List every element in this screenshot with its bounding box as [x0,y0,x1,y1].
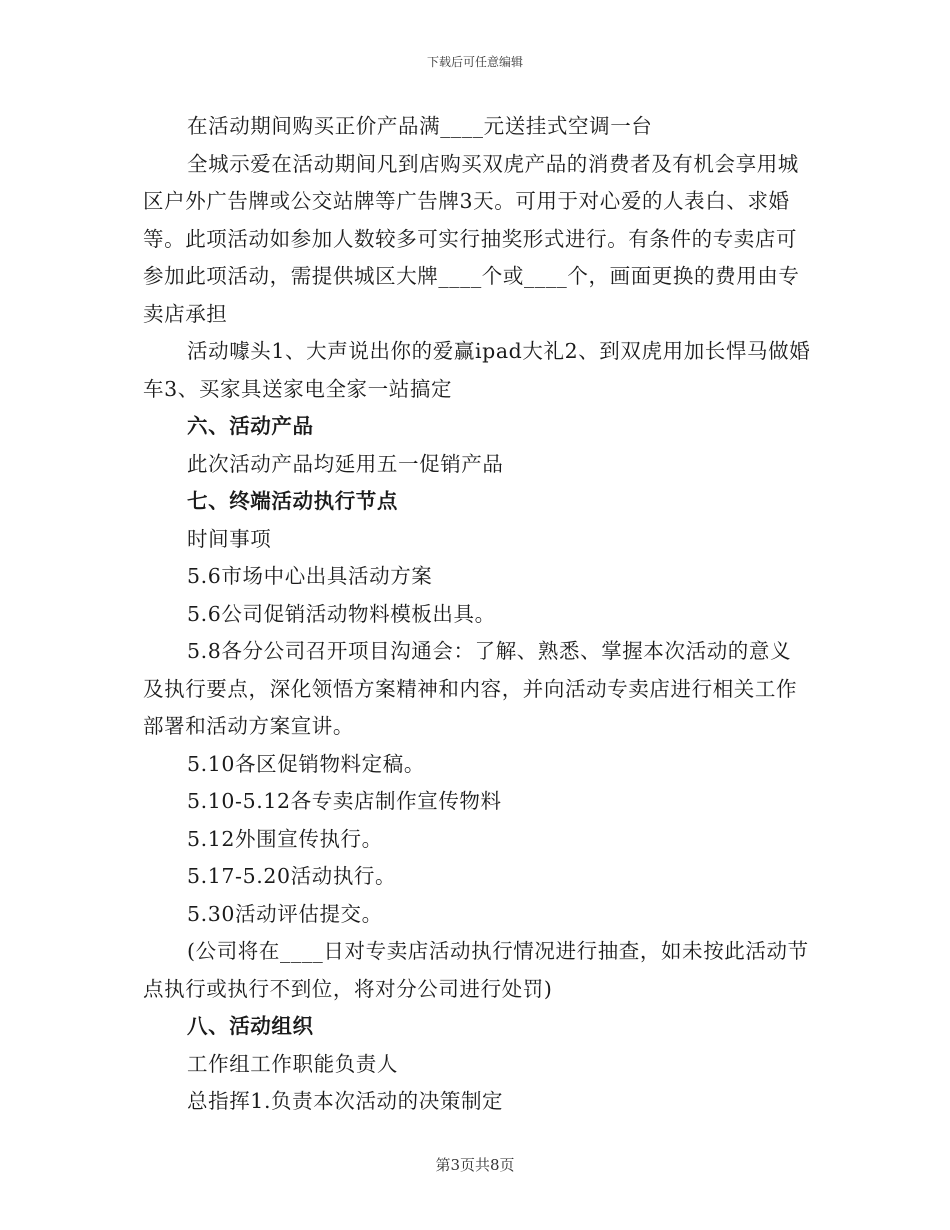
section-heading: 六、活动产品 [187,414,314,438]
paragraph: 此次活动产品均延用五一促销产品 [187,451,504,476]
schedule-item: 5.10-5.12各专卖店制作宣传物料 [187,789,502,813]
paragraph: 总指挥1.负责本次活动的决策制定 [187,1089,504,1113]
section-heading: 八、活动组织 [187,1014,314,1038]
schedule-item: 5.30活动评估提交。 [187,901,383,926]
schedule-item: 5.12外围宣传执行。 [187,826,383,851]
page-header: 下载后可任意编辑 [426,55,523,69]
paragraph: 在活动期间购买正价产品满____元送挂式空调一台 [187,114,653,138]
schedule-item: 5.8各分公司召开项目沟通会：了解、熟悉、掌握本次活动的意义及执行要点，深化领悟方案精神和内容，并向活动专卖店进行相关工作部署和活动方案宣讲。 [143,639,798,738]
page-footer: 第3页共8页 [435,1156,515,1174]
schedule-item: 5.6市场中心出具活动方案 [187,564,433,588]
paragraph: 时间事项 [187,526,272,551]
paragraph: 全城示爱在活动期间凡到店购买双虎产品的消费者及有机会享用城区户外广告牌或公交站牌等广告牌3天。可用于对心爱的人表白、求婚等。此项活动如参加人数较多可实行抽奖形式进行。有条件的专卖店可参加此项活动，需提供城区大牌____个或____个，画面更换的费用由专卖店承担 [143,151,800,326]
paragraph: 工作组工作职能负责人 [187,1051,398,1076]
paragraph: 活动噱头1、大声说出你的爱赢ipad大礼2、到双虎用加长悍马做婚车3、买家具送家电全家一站搞定 [143,339,811,401]
schedule-item: 5.17-5.20活动执行。 [187,864,397,888]
schedule-item: 5.6公司促销活动物料模板出具。 [187,601,496,626]
schedule-item: 5.10各区促销物料定稿。 [187,751,425,776]
paragraph: (公司将在____日对专卖店活动执行情况进行抽查，如未按此活动节点执行或执行不到位，将对分公司进行处罚) [143,939,809,1001]
section-heading: 七、终端活动执行节点 [187,489,398,513]
document-body [143,108,811,1121]
